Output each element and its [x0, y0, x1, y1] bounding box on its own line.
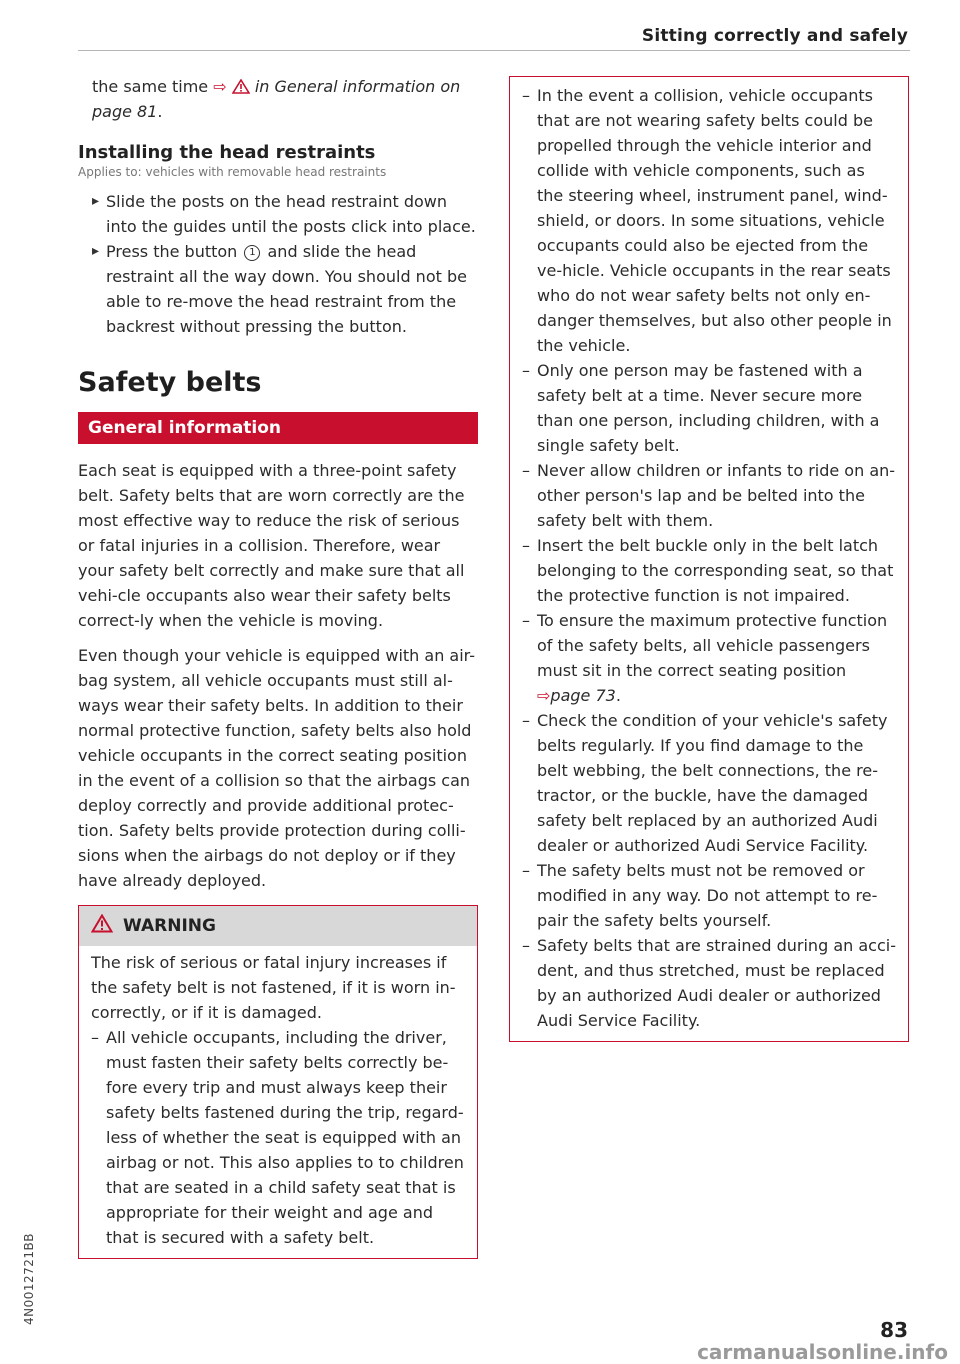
warning-item: – Insert the belt buckle only in the belt latch belonging to the corresponding seat, so that the protective function is not impaired.	[522, 533, 896, 608]
warning-item: – Only one person may be fastened with a safety belt at a time. Never secure more than one person, including children, with a single safety belt.	[522, 358, 896, 458]
install-step-text: Slide the posts on the head restraint down into the guides until the posts click into place.	[106, 192, 476, 236]
page-reference-link[interactable]: page 73	[550, 686, 616, 705]
warning-item: – Check the condition of your vehicle's safety belts regularly. If you find damage to the belt webbing, the belt connections, the re-tractor, or the buckle, have the damaged safety belt replaced by an authorized Audi dealer or authorized Audi Service Facility.	[522, 708, 896, 858]
warning-item	[522, 608, 896, 708]
button-marker-icon: 1	[244, 245, 260, 261]
warning-item: – Never allow children or infants to ride on an-other person's lap and be belted into the safety belt with them.	[522, 458, 896, 533]
warning-item: – The safety belts must not be removed or modified in any way. Do not attempt to re-pair the safety belts yourself.	[522, 858, 896, 933]
warning-item: – Safety belts that are strained during an acci-dent, and thus stretched, must be replaced by an authorized Audi dealer or authorized Audi Service Facility.	[522, 933, 896, 1033]
body-paragraph: Each seat is equipped with a three-point safety belt. Safety belts that are worn correctly are the most effective way to reduce the risk of serious or fatal injuries in a collision. Therefore, wear your safety belt correctly and make sure that all vehi-cle occupants also wear their safety belts correct-ly when the vehicle is moving.	[78, 461, 465, 630]
body-paragraph: Even though your vehicle is equipped with an air-bag system, all vehicle occupants must still al-ways wear their safety belts. In addition to their normal protective function, safety belts also hold vehicle occupants in the correct seating position in the event of a collision so that the airbags can deploy correctly and provide additional protec-tion. Safety belts provide protection during colli-sions when the airbags do not deploy or if they have already deployed.	[78, 646, 475, 890]
warning-intro: The risk of serious or fatal injury increases if the safety belt is not fastened, if it is worn in-correctly, or if it is damaged.	[91, 953, 456, 1022]
left-column	[78, 74, 478, 1259]
intro-paragraph	[78, 74, 478, 124]
section-title: Safety belts	[78, 367, 262, 398]
warning-body	[79, 946, 477, 1258]
warning-continuation-list	[522, 83, 896, 1033]
warning-header	[79, 906, 477, 946]
intro-prefix: the same time	[92, 77, 209, 96]
warning-item-text: To ensure the maximum protective function of the safety belts, all vehicle passengers must sit in the correct seating position	[537, 611, 888, 680]
install-step	[92, 239, 478, 339]
install-step	[92, 189, 478, 239]
install-steps	[78, 189, 478, 339]
warning-list	[91, 1025, 465, 1250]
applies-note: Applies to: vehicles with removable head restraints	[78, 165, 387, 179]
install-heading: Installing the head restraints	[78, 142, 376, 163]
install-step-text: Press the button	[106, 242, 238, 261]
warning-item: – All vehicle occupants, including the driver, must fasten their safety belts correctly be-fore every trip and must always keep their safety belts fastened during the trip, regard-less of whether the seat is equipped with an airbag or not. This also applies to to children that are seated in a child safety seat that is appropriate for their weight and age and that is secured with a safety belt.	[91, 1025, 465, 1250]
document-code: 4N0012721BB	[22, 1232, 36, 1325]
page-header-title: Sitting correctly and safely	[641, 26, 908, 46]
header-divider	[78, 50, 910, 51]
warning-triangle-icon	[91, 914, 123, 938]
reference-arrow-icon: ⇨	[213, 77, 227, 96]
intro-suffix: .	[157, 102, 163, 121]
warning-box	[78, 905, 478, 1259]
install-step-text: and slide the head restraint all the way down. You should not be able to re-move the head restraint from the backrest without pressing the button.	[106, 242, 467, 336]
reference-arrow-icon: ⇨	[537, 686, 551, 705]
warning-item: – In the event a collision, vehicle occupants that are not wearing safety belts could be propelled through the vehicle interior and collide with vehicle components, such as the steering wheel, instrument panel, wind-shield, or doors. In some situations, vehicle occupants could also be ejected from the ve-hicle. Vehicle occupants in the rear seats who do not wear safety belts not only en-danger themselves, but also other people in the vehicle.	[522, 83, 896, 358]
page-number: 83	[880, 1318, 908, 1342]
warning-item-suffix: .	[615, 686, 621, 705]
right-column	[509, 76, 909, 1042]
watermark: carmanualsonline.info	[697, 1340, 948, 1364]
intro-reference-link[interactable]: in General information on page 81	[92, 77, 461, 121]
section-banner: General information	[78, 412, 478, 444]
warning-triangle-icon	[232, 77, 255, 96]
warning-title: WARNING	[123, 916, 216, 936]
warning-continuation-box	[509, 76, 909, 1042]
